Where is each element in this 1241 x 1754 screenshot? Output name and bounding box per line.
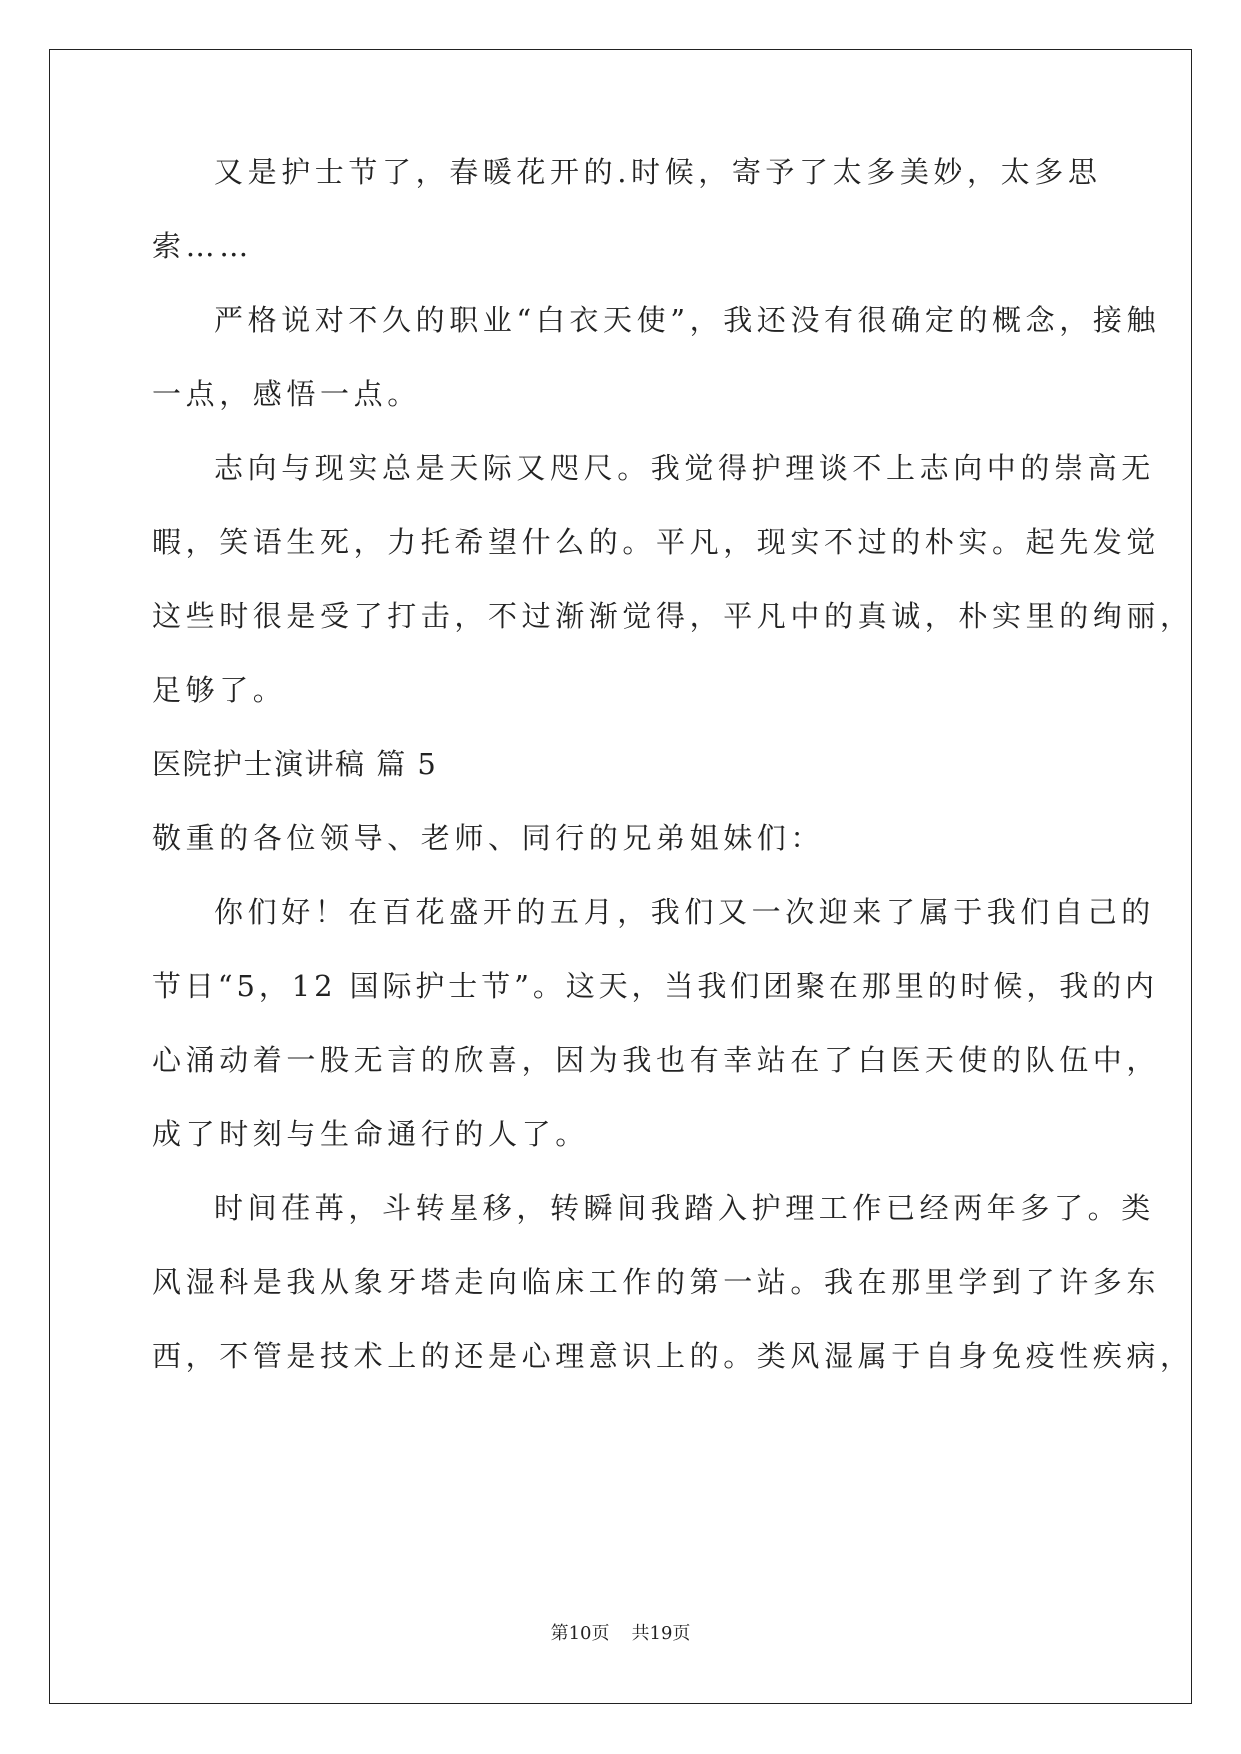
paragraph-line: 又是护士节了，春暖花开的.时候，寄予了太多美妙，太多思 (214, 155, 1102, 189)
page-total: 共19页 (631, 1623, 691, 1644)
paragraph-line: 足够了。 (152, 673, 287, 707)
paragraph-line: 严格说对不久的职业“白衣天使”，我还没有很确定的概念，接触 (214, 303, 1161, 337)
page-footer (0, 1622, 1241, 1646)
page-border (49, 49, 1192, 1704)
paragraph-line: 时间荏苒，斗转星移，转瞬间我踏入护理工作已经两年多了。类 (214, 1191, 1155, 1225)
page-number: 第10页 (550, 1623, 610, 1644)
paragraph-line: 你们好！在百花盛开的五月，我们又一次迎来了属于我们自己的 (214, 895, 1155, 929)
section-heading: 医院护士演讲稿 篇 5 (152, 747, 438, 781)
paragraph-line: 一点，感悟一点。 (152, 377, 421, 411)
paragraph-line: 风湿科是我从象牙塔走向临床工作的第一站。我在那里学到了许多东 (152, 1265, 1161, 1299)
paragraph-line: 这些时很是受了打击，不过渐渐觉得，平凡中的真诚，朴实里的绚丽， (152, 599, 1194, 633)
paragraph-line: 成了时刻与生命通行的人了。 (152, 1117, 589, 1151)
paragraph-line: 暇，笑语生死，力托希望什么的。平凡，现实不过的朴实。起先发觉 (152, 525, 1161, 559)
paragraph-line: 节日“5，12 国际护士节”。这天，当我们团聚在那里的时候，我的内 (152, 969, 1158, 1003)
paragraph-line: 心涌动着一股无言的欣喜，因为我也有幸站在了白医天使的队伍中， (152, 1043, 1161, 1077)
paragraph-line: 索…… (152, 229, 253, 263)
salutation-line: 敬重的各位领导、老师、同行的兄弟姐妹们： (152, 821, 825, 855)
paragraph-line: 西，不管是技术上的还是心理意识上的。类风湿属于自身免疫性疾病， (152, 1339, 1194, 1373)
paragraph-line: 志向与现实总是天际又咫尺。我觉得护理谈不上志向中的崇高无 (214, 451, 1155, 485)
